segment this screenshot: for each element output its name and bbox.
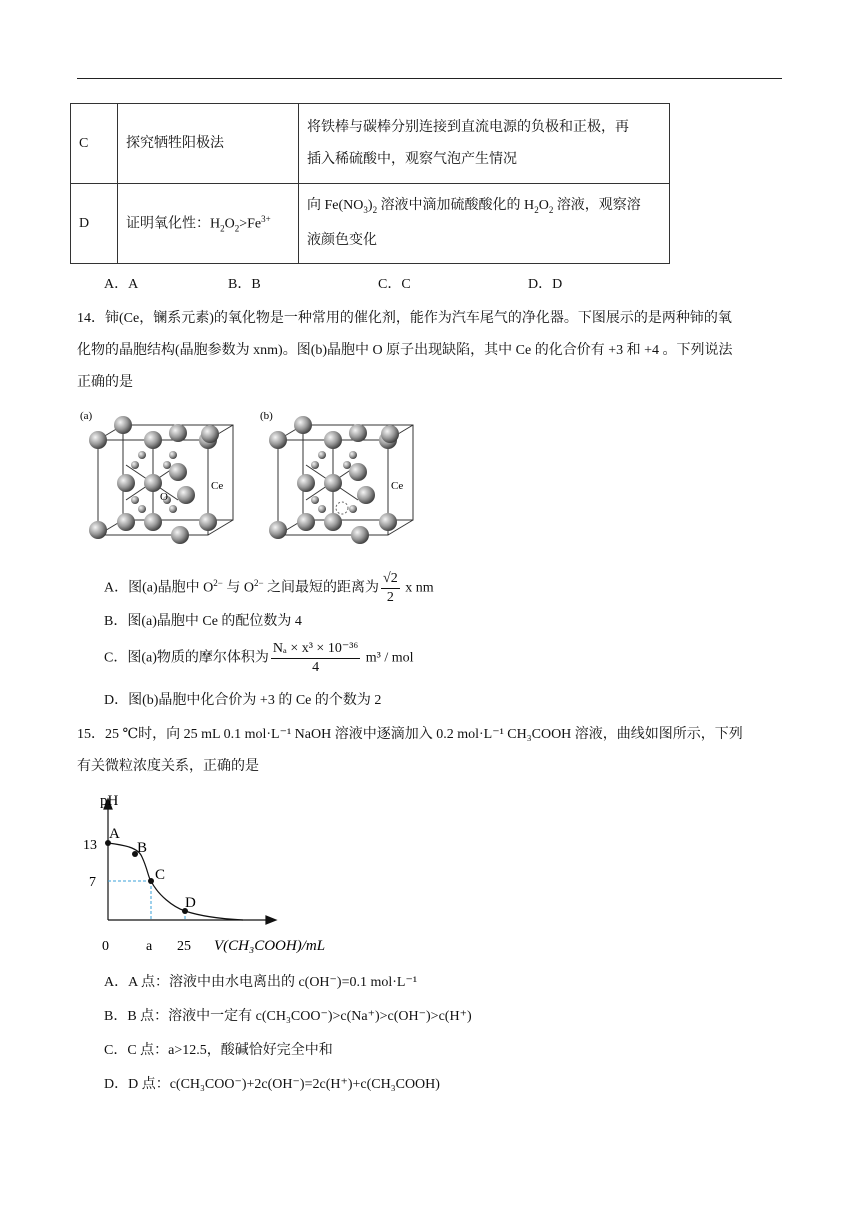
q15-option-c: C．C 点：a>12.5，酸碱恰好完全中和 — [104, 1043, 333, 1058]
titration-curve-graph — [78, 785, 368, 960]
q14-option-b: B．图(a)晶胞中 Ce 的配位数为 4 — [104, 614, 302, 629]
q14-stem-line3: 正确的是 — [77, 375, 133, 390]
svg-text:(a): (a) — [80, 410, 93, 422]
q15-option-b: B．B 点：溶液中一定有 c(CH₃COO⁻)>c(Na⁺)>c(OH⁻)>c(H⁺) — [104, 1009, 472, 1024]
svg-text:Ce: Ce — [391, 480, 404, 492]
row-key: C — [71, 104, 118, 184]
oxygen-vacancy — [336, 502, 348, 514]
table-row — [71, 184, 670, 264]
crystal-cell-b-figure — [258, 405, 428, 550]
q15-stem-line1: 15．25 ℃时，向 25 mL 0.1 mol·L⁻¹ NaOH 溶液中逐滴加入 0.2 mol·L⁻¹ CH₃COOH 溶液，曲线如图所示，下列 — [77, 727, 743, 742]
svg-text:O: O — [160, 491, 168, 503]
fraction: $\frac{\text{Nₐ × x³ × 10⁻³⁶}}{4}$ — [272, 641, 359, 675]
x-axis-label: V(CH₃COOH)/mL — [214, 938, 326, 954]
y-tick-7: 7 — [89, 875, 96, 890]
svg-text:(b): (b) — [260, 410, 273, 422]
x-tick-a: a — [146, 939, 153, 954]
q14-stem-line1: 14．铈(Ce，镧系元素)的氧化物是一种常用的催化剂，能作为汽车尾气的净化器。下图展示的是两种铈的氧 — [77, 311, 732, 326]
q13-choice-a: A．A — [104, 277, 139, 292]
point-c — [148, 878, 154, 884]
q13-choice-b: B．B — [228, 277, 261, 292]
q13-choice-c: C．C — [378, 277, 411, 292]
q14-option-d: D．图(b)晶胞中化合价为 +3 的 Ce 的个数为 2 — [104, 693, 382, 708]
row-procedure: 将铁棒与碳棒分别连接到直流电源的负极和正极，再 插入稀硫酸中，观察气泡产生情况 — [299, 104, 670, 184]
q15-option-a: A．A 点：溶液中由水电离出的 c(OH⁻)=0.1 mol·L⁻¹ — [104, 975, 418, 990]
row-purpose: 探究牺牲阳极法 — [118, 104, 299, 184]
fraction: $\frac{√2}{2}$ — [383, 571, 398, 605]
experiment-table — [70, 103, 670, 264]
row-purpose: 证明氧化性：$H_2O_2>Fe^{3+}$ — [118, 184, 299, 264]
header-rule — [77, 78, 782, 79]
y-tick-13: 13 — [83, 838, 97, 853]
row-procedure: 向 $Fe(NO_3)_2$ 溶液中滴加硫酸酸化的 $H_2O_2$ 溶液，观察溶 液颜色变化 — [299, 184, 670, 264]
point-d-label: D — [185, 895, 196, 911]
y-axis-label: pH — [100, 793, 119, 809]
point-c-label: C — [155, 867, 166, 883]
x-tick-0: 0 — [102, 939, 109, 954]
q15-option-d: D．D 点：c(CH₃COO⁻)+2c(OH⁻)=2c(H⁺)+c(CH₃COOH) — [104, 1077, 440, 1092]
crystal-cell-a-figure — [78, 405, 248, 550]
point-b-label: B — [137, 840, 148, 856]
q13-choice-d: D．D — [528, 277, 563, 292]
point-a-label: A — [109, 826, 120, 842]
q14-stem-line2: 化物的晶胞结构(晶胞参数为 xnm)。图(b)晶胞中 O 原子出现缺陷，其中 Ce 的化合价有 +3 和 +4 。下列说法 — [77, 343, 733, 358]
svg-text:Ce: Ce — [211, 480, 224, 492]
x-tick-25: 25 — [177, 939, 191, 954]
q14-option-a: A．图(a)晶胞中 $O^{2-}$ 与 $O^{2-}$ 之间最短的距离为 $\frac{√2}{2}$ x nm — [104, 571, 434, 605]
row-key: D — [71, 184, 118, 264]
q14-option-c: C．图(a)物质的摩尔体积为 $\frac{\text{Nₐ × x³ × 10⁻³⁶}}{4}$ m³ / mol — [104, 641, 414, 675]
q15-stem-line2: 有关微粒浓度关系，正确的是 — [77, 759, 259, 774]
table-row — [71, 104, 670, 184]
